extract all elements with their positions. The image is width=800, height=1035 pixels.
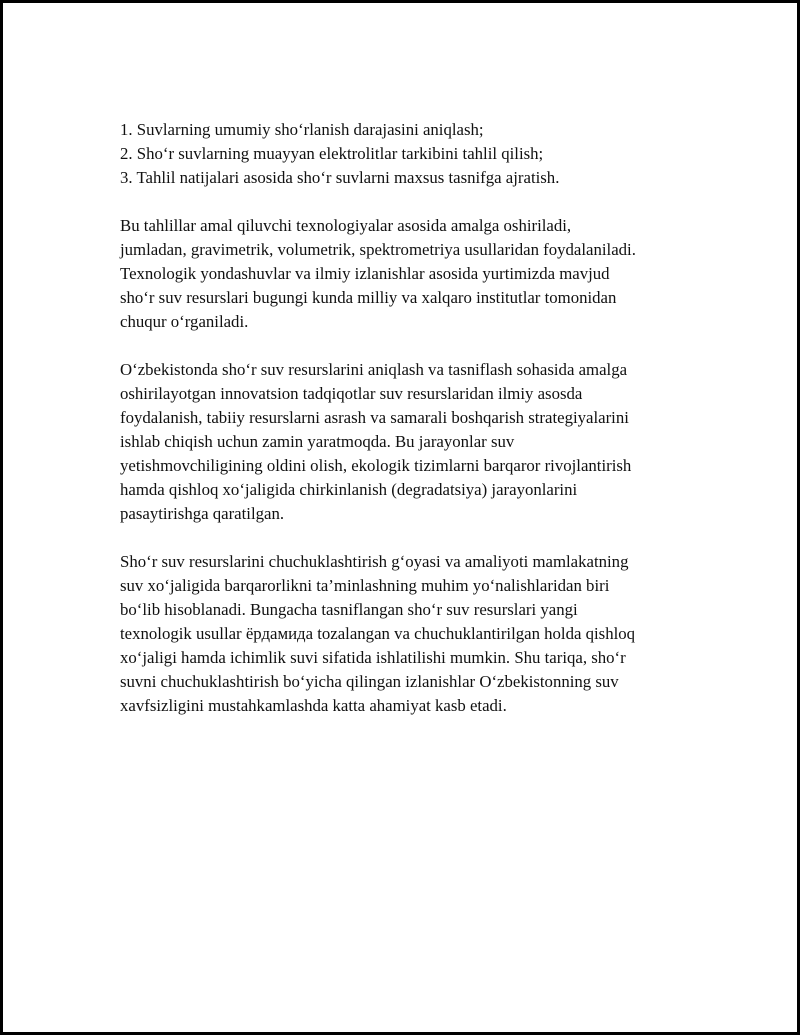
paragraph-research: [120, 358, 720, 526]
text-line: pasaytirishga qaratilgan.: [120, 504, 285, 523]
text-line: ishlab chiqish uchun zamin yaratmoqda. Bu jarayonlar suv: [120, 432, 515, 451]
text-line: jumladan, gravimetrik, volumetrik, spektrometriya usullaridan foydalaniladi.: [120, 240, 636, 259]
text-line: O‘zbekistonda sho‘r suv resurslarini aniqlash va tasniflash sohasida amalga: [120, 360, 628, 379]
list-item: 3. Tahlil natijalari asosida sho‘r suvlarni maxsus tasnifga ajratish.: [120, 168, 560, 187]
text-line: xavfsizligini mustahkamlashda katta ahamiyat kasb etadi.: [120, 696, 507, 715]
text-line: oshirilayotgan innovatsion tadqiqotlar suv resurslaridan ilmiy asosda: [120, 384, 583, 403]
text-line: suvni chuchuklashtirish bo‘yicha qilingan izlanishlar O‘zbekistonning suv: [120, 672, 619, 691]
document-body: [120, 118, 720, 742]
numbered-list: [120, 118, 720, 190]
paragraph-desalination: [120, 550, 720, 718]
text-line: texnologik usullar ёрдамида tozalangan va chuchuklantirilgan holda qishloq: [120, 624, 636, 643]
list-item: 2. Sho‘r suvlarning muayyan elektrolitlar tarkibini tahlil qilish;: [120, 144, 544, 163]
list-item: 1. Suvlarning umumiy sho‘rlanish darajasini aniqlash;: [120, 120, 484, 139]
text-line: suv xo‘jaligida barqarorlikni ta’minlashning muhim yo‘nalishlaridan biri: [120, 576, 610, 595]
text-line: yetishmovchiligining oldini olish, ekologik tizimlarni barqaror rivojlantirish: [120, 456, 632, 475]
text-line: Bu tahlillar amal qiluvchi texnologiyalar asosida amalga oshiriladi,: [120, 216, 572, 235]
text-line: Sho‘r suv resurslarini chuchuklashtirish g‘oyasi va amaliyoti mamlakatning: [120, 552, 629, 571]
text-line: hamda qishloq xo‘jaligida chirkinlanish (degradatsiya) jarayonlarini: [120, 480, 578, 499]
paragraph-analysis-methods: [120, 214, 720, 334]
text-line: chuqur o‘rganiladi.: [120, 312, 249, 331]
text-line: bo‘lib hisoblanadi. Bungacha tasniflangan sho‘r suv resurslari yangi: [120, 600, 578, 619]
text-line: foydalanish, tabiiy resurslarni asrash va samarali boshqarish strategiyalarini: [120, 408, 629, 427]
text-line: Texnologik yondashuvlar va ilmiy izlanishlar asosida yurtimizda mavjud: [120, 264, 610, 283]
text-line: xo‘jaligi hamda ichimlik suvi sifatida ishlatilishi mumkin. Shu tariqa, sho‘r: [120, 648, 626, 667]
text-line: sho‘r suv resurslari bugungi kunda milliy va xalqaro institutlar tomonidan: [120, 288, 617, 307]
